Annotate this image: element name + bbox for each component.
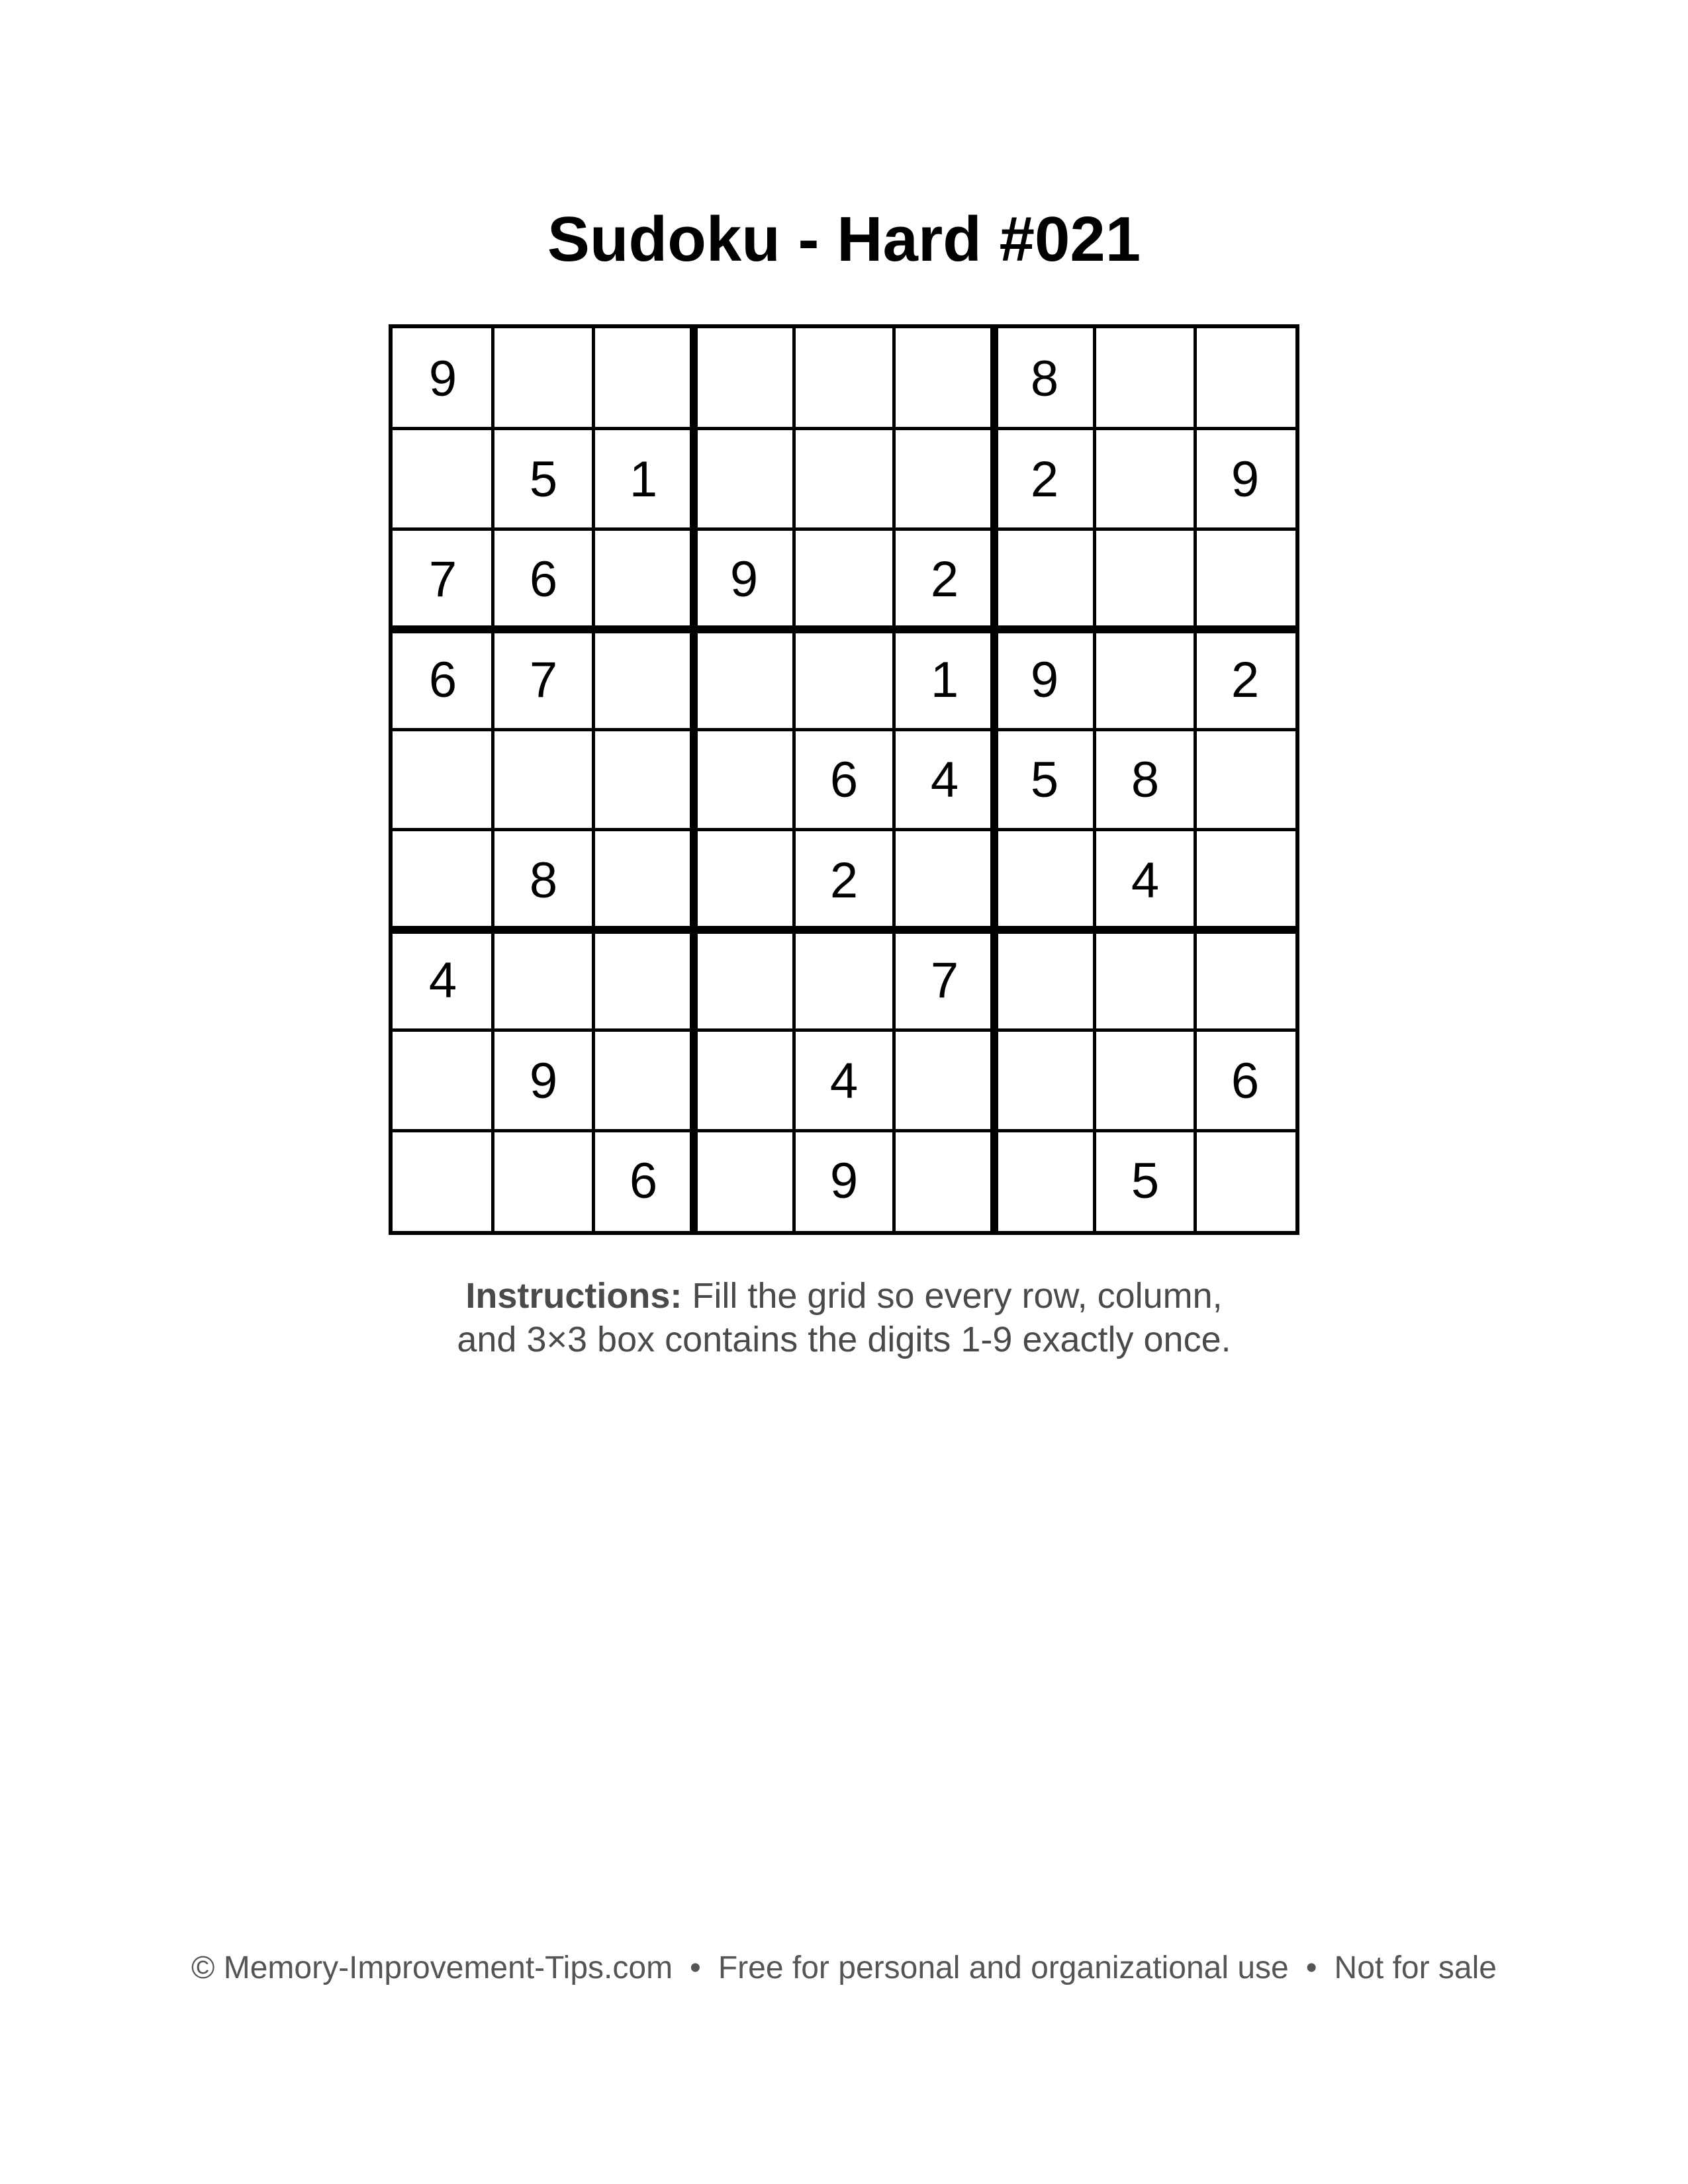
- page-title: Sudoku - Hard #021: [547, 204, 1141, 275]
- sudoku-cell[interactable]: 8: [529, 852, 558, 909]
- sudoku-cell[interactable]: [794, 529, 894, 629]
- sudoku-cell[interactable]: [994, 1130, 1095, 1231]
- sudoku-cell[interactable]: 7: [428, 551, 457, 608]
- sudoku-cell[interactable]: [694, 930, 794, 1030]
- instructions-label: Instructions:: [465, 1276, 682, 1316]
- sudoku-cell[interactable]: [593, 930, 694, 1030]
- instructions-line-1: Fill the grid so every row, column,: [692, 1276, 1223, 1316]
- footer-license: Free for personal and organizational use: [718, 1950, 1289, 1985]
- sudoku-cell[interactable]: 1: [930, 651, 959, 708]
- sudoku-cell[interactable]: 6: [1231, 1052, 1260, 1109]
- sudoku-cell[interactable]: [393, 830, 493, 931]
- sudoku-grid: [389, 324, 1299, 1235]
- sudoku-cell[interactable]: 2: [1231, 651, 1260, 708]
- sudoku-cell[interactable]: [1095, 429, 1196, 529]
- footer-separator: •: [1305, 1950, 1317, 1985]
- sudoku-cell[interactable]: [1095, 529, 1196, 629]
- sudoku-cell[interactable]: 4: [428, 952, 457, 1009]
- sudoku-cell[interactable]: [493, 328, 594, 429]
- sudoku-cell[interactable]: [593, 830, 694, 931]
- sudoku-cell[interactable]: 6: [529, 551, 558, 608]
- sudoku-cell[interactable]: [894, 830, 995, 931]
- sudoku-cell[interactable]: [794, 629, 894, 730]
- sudoku-cell[interactable]: [393, 729, 493, 830]
- sudoku-cell[interactable]: 7: [529, 651, 558, 708]
- sudoku-cell[interactable]: 5: [1030, 751, 1059, 808]
- sudoku-cell[interactable]: 2: [829, 852, 859, 909]
- sudoku-cell[interactable]: 9: [1231, 451, 1260, 508]
- instructions: [0, 1274, 1688, 1361]
- sudoku-cell[interactable]: [1195, 930, 1295, 1030]
- sudoku-cell[interactable]: [493, 1130, 594, 1231]
- sudoku-cell[interactable]: [894, 328, 995, 429]
- sudoku-cell[interactable]: [493, 729, 594, 830]
- sudoku-cell[interactable]: [994, 830, 1095, 931]
- sudoku-cell[interactable]: 2: [1030, 451, 1059, 508]
- sudoku-cell[interactable]: [593, 629, 694, 730]
- sudoku-cell[interactable]: [1095, 1030, 1196, 1131]
- footer-separator: •: [690, 1950, 701, 1985]
- sudoku-cell[interactable]: 9: [729, 551, 759, 608]
- sudoku-cell[interactable]: [593, 529, 694, 629]
- sudoku-cell[interactable]: [794, 429, 894, 529]
- sudoku-cell[interactable]: [493, 930, 594, 1030]
- sudoku-cell[interactable]: 9: [829, 1152, 859, 1209]
- sudoku-cell[interactable]: [694, 1030, 794, 1131]
- footer: [0, 1948, 1688, 1988]
- sudoku-cell[interactable]: 4: [1131, 852, 1160, 909]
- sudoku-cell[interactable]: [894, 1130, 995, 1231]
- sudoku-cell[interactable]: 9: [1030, 651, 1059, 708]
- sudoku-cell[interactable]: 6: [428, 651, 457, 708]
- sudoku-cell[interactable]: [794, 930, 894, 1030]
- sudoku-cell[interactable]: [393, 1030, 493, 1131]
- sudoku-cell[interactable]: 4: [829, 1052, 859, 1109]
- sudoku-cell[interactable]: [694, 729, 794, 830]
- sudoku-cell[interactable]: [1095, 629, 1196, 730]
- sudoku-cell[interactable]: [393, 1130, 493, 1231]
- sudoku-cell[interactable]: [994, 529, 1095, 629]
- sudoku-cell[interactable]: [393, 429, 493, 529]
- sudoku-cell[interactable]: 1: [629, 451, 658, 508]
- sudoku-cell[interactable]: 6: [629, 1152, 658, 1209]
- sudoku-cell[interactable]: [694, 1130, 794, 1231]
- sudoku-cell[interactable]: 8: [1131, 751, 1160, 808]
- sudoku-cell[interactable]: 8: [1030, 350, 1059, 407]
- sudoku-cell[interactable]: [1195, 529, 1295, 629]
- sudoku-cell[interactable]: [894, 429, 995, 529]
- sudoku-cell[interactable]: [593, 328, 694, 429]
- sudoku-cell[interactable]: 2: [930, 551, 959, 608]
- sudoku-cell[interactable]: 5: [529, 451, 558, 508]
- sudoku-cell[interactable]: [894, 1030, 995, 1131]
- sudoku-cell[interactable]: [1195, 830, 1295, 931]
- sudoku-cell[interactable]: [694, 328, 794, 429]
- sudoku-cell[interactable]: 9: [529, 1052, 558, 1109]
- sudoku-cell[interactable]: 4: [930, 751, 959, 808]
- footer-note: Not for sale: [1334, 1950, 1497, 1985]
- sudoku-cell[interactable]: [994, 930, 1095, 1030]
- instructions-line-2: and 3×3 box contains the digits 1-9 exactly once.: [457, 1320, 1231, 1359]
- sudoku-cell[interactable]: 5: [1131, 1152, 1160, 1209]
- sudoku-cell[interactable]: [794, 328, 894, 429]
- sudoku-cell[interactable]: [1195, 729, 1295, 830]
- sudoku-cell[interactable]: [593, 1030, 694, 1131]
- sudoku-cell[interactable]: [1095, 930, 1196, 1030]
- sudoku-cell[interactable]: [994, 1030, 1095, 1131]
- sudoku-cell[interactable]: [694, 629, 794, 730]
- sudoku-cell[interactable]: 6: [829, 751, 859, 808]
- sudoku-cell[interactable]: [694, 830, 794, 931]
- footer-site: © Memory-Improvement-Tips.com: [191, 1950, 673, 1985]
- sudoku-cell[interactable]: [1095, 328, 1196, 429]
- sudoku-cell[interactable]: 7: [930, 952, 959, 1009]
- sudoku-cell[interactable]: [1195, 1130, 1295, 1231]
- sudoku-cells: [393, 328, 1295, 1231]
- sudoku-cell[interactable]: [1195, 328, 1295, 429]
- sudoku-cell[interactable]: [694, 429, 794, 529]
- sudoku-cell[interactable]: 9: [428, 350, 457, 407]
- sudoku-cell[interactable]: [593, 729, 694, 830]
